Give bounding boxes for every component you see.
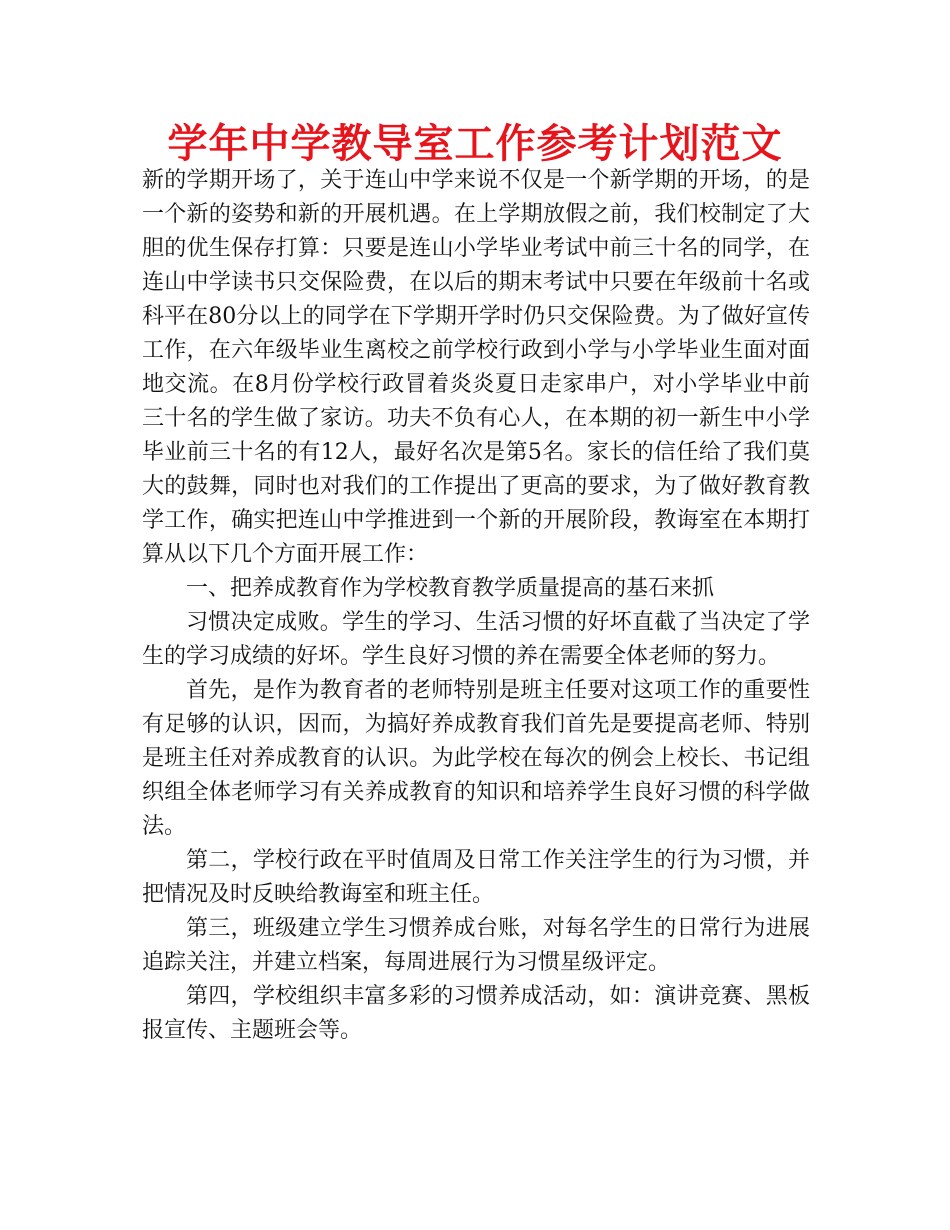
paragraph-third: 第三，班级建立学生习惯养成台账，对每名学生的日常行为进展追踪关注，并建立档案，每周进展行为习惯星级评定。 (142, 916, 810, 975)
paragraph-habits: 习惯决定成败。学生的学习、生活习惯的好坏直截了当决定了学生的学习成绩的好坏。学生良好习惯的养在需要全体老师的努力。 (142, 610, 810, 669)
paragraph-fourth: 第四，学校组织丰富多彩的习惯养成活动，如：演讲竞赛、黑板报宣传、主题班会等。 (142, 984, 810, 1043)
section-heading-1: 一、把养成教育作为学校教育教学质量提高的基石来抓 (186, 576, 715, 601)
paragraph-intro: 新的学期开场了，关于连山中学来说不仅是一个新学期的开场，的是一个新的姿势和新的开展机遇。在上学期放假之前，我们校制定了大胆的优生保存打算：只要是连山小学毕业考试中前三十名的同学，在连山中学读书只交保险费，在以后的期末考试中只要在年级前十名或科平在80分以上的同学在下学期开学时仍只交保险费。为了做好宣传工作，在六年级毕业生离校之前学校行政到小学与小学毕业生面对面地交流。在8月份学校行政冒着炎炎夏日走家串户，对小学毕业中前三十名的学生做了家访。功夫不负有心人，在本期的初一新生中小学毕业前三十名的有12人，最好名次是第5名。家长的信任给了我们莫大的鼓舞，同时也对我们的工作提出了更高的要求，为了做好教育教学工作，确实把连山中学推进到一个新的开展阶段，教诲室在本期打算从以下几个方面开展工作： (142, 168, 810, 567)
document-body (142, 164, 810, 1048)
document-title: 学年中学教导室工作参考计划范文 (167, 121, 783, 167)
paragraph-first: 首先，是作为教育者的老师特别是班主任要对这项工作的重要性有足够的认识，因而，为搞好养成教育我们首先是要提高老师、特别是班主任对养成教育的认识。为此学校在每次的例会上校长、书记组织组全体老师学习有关养成教育的知识和培养学生良好习惯的科学做法。 (142, 678, 810, 839)
paragraph-second: 第二，学校行政在平时值周及日常工作关注学生的行为习惯，并把情况及时反映给教诲室和班主任。 (142, 848, 810, 907)
